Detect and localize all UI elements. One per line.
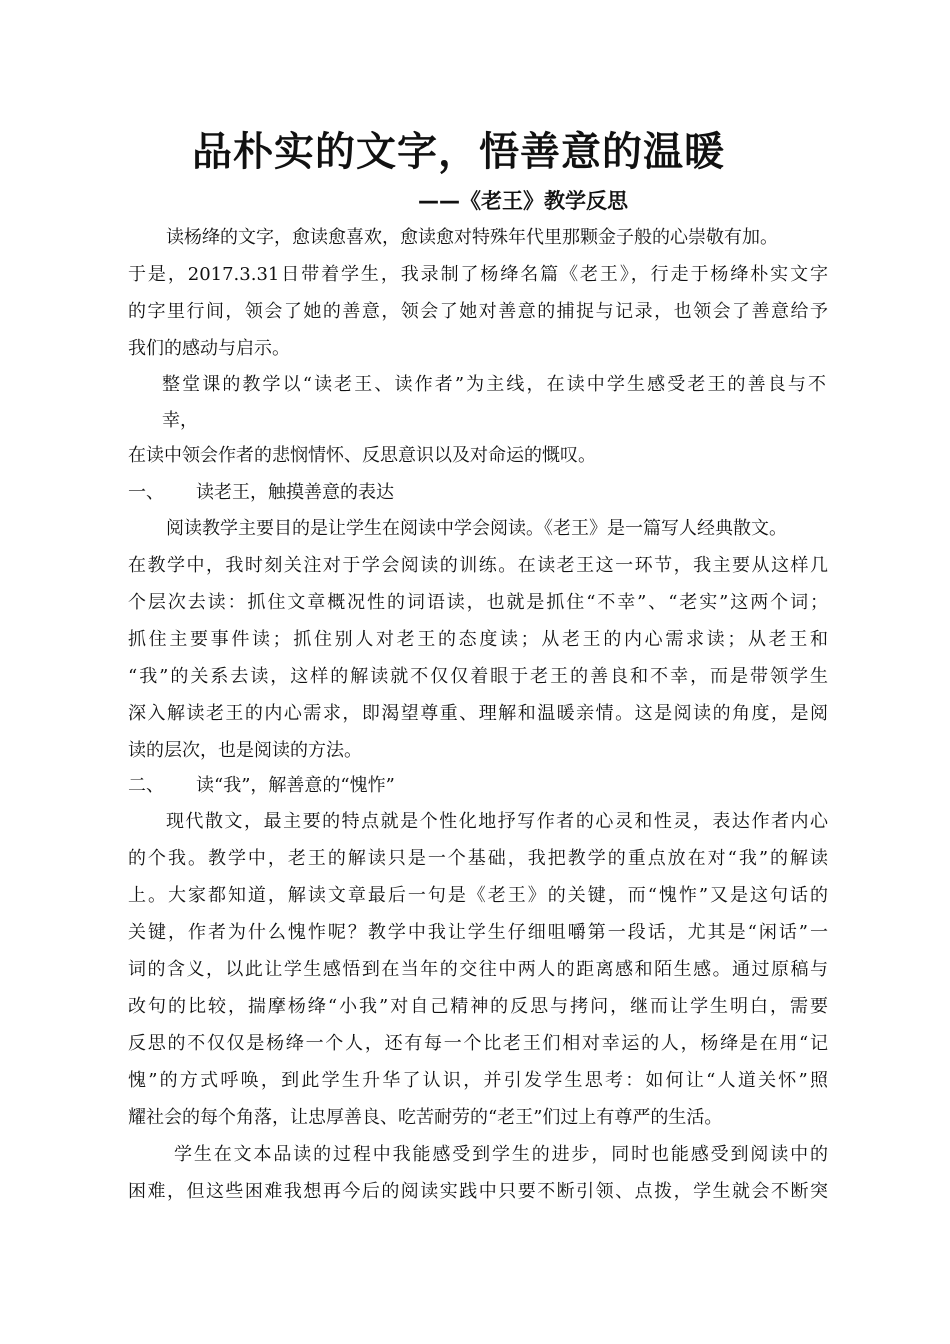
paragraph-line: 的个我。教学中，老王的解读只是一个基础，我把教学的重点放在对“我”的解读 [128,848,828,869]
paragraph-line: 在教学中，我时刻关注对于学会阅读的训练。在读老王这一环节，我主要从这样几 [128,555,828,576]
paragraph-line: 整堂课的教学以“读老王、读作者”为主线，在读中学生感受老王的善良与不 [162,374,826,395]
paragraph-line: “我”的关系去读，这样的解读就不仅仅着眼于老王的善良和不幸，而是带领学生 [128,666,828,687]
section-heading-text: 读“我”，解善意的“愧怍” [196,775,395,796]
section-heading [128,771,828,801]
section-number: 二、 [128,775,164,796]
paragraph-line: 个层次去读：抓住文章概况性的词语读，也就是抓住“不幸”、“老实”这两个词； [128,592,828,613]
paragraph-line: 深入解读老王的内心需求，即渴望尊重、理解和温暖亲情。这是阅读的角度，是阅 [128,703,828,724]
paragraph-line: 读杨绛的文字，愈读愈喜欢，愈读愈对特殊年代里那颗金子般的心崇敬有加。 [166,227,778,248]
paragraph-line: 我们的感动与启示。 [128,338,290,359]
paragraph-line: 于是，2017.3.31日带着学生，我录制了杨绛名篇《老王》，行走于杨绛朴实文字 [128,264,828,285]
paragraph-line: 读的层次，也是阅读的方法。 [128,740,362,761]
paragraph-line: 上。大家都知道，解读文章最后一句是《老王》的关键，而“愧怍”又是这句话的 [128,885,828,906]
paragraph-line: 的字里行间，领会了她的善意，领会了她对善意的捕捉与记录，也领会了善意给予 [128,301,828,322]
section-number: 一、 [128,482,164,503]
section-heading [128,478,828,508]
paragraph-line: 学生在文本品读的过程中我能感受到学生的进步，同时也能感受到阅读中的 [174,1144,828,1165]
paragraph-line: 抓住主要事件读；抓住别人对老王的态度读；从老王的内心需求读；从老王和 [128,629,828,650]
paragraph-line: 愧”的方式呼唤，到此学生升华了认识，并引发学生思考：如何让“人道关怀”照 [128,1070,828,1091]
paragraph-line: 关键，作者为什么愧怍呢？教学中我让学生仔细咀嚼第一段话，尤其是“闲话”一 [128,922,828,943]
paragraph-line: 困难，但这些困难我想再今后的阅读实践中只要不断引领、点拨，学生就会不断突 [128,1181,828,1202]
document-title: 品朴实的文字，悟善意的温暖 [192,129,725,175]
paragraph-line: 耀社会的每个角落，让忠厚善良、吃苦耐劳的“老王”们过上有尊严的生活。 [128,1107,723,1128]
paragraph-line: 在读中领会作者的悲悯情怀、反思意识以及对命运的慨叹。 [128,445,596,466]
paragraph-line: 词的含义，以此让学生感悟到在当年的交往中两人的距离感和陌生感。通过原稿与 [128,959,828,980]
document-subtitle: ——《老王》教学反思 [418,189,628,213]
paragraph-line: 阅读教学主要目的是让学生在阅读中学会阅读。《老王》是一篇写人经典散文。 [166,518,787,539]
paragraph-line: 现代散文，最主要的特点就是个性化地抒写作者的心灵和性灵，表达作者内心 [166,811,828,832]
paragraph-line: 反思的不仅仅是杨绛一个人，还有每一个比老王们相对幸运的人，杨绛是在用“记 [128,1033,828,1054]
paragraph-line: 改句的比较，揣摩杨绛“小我”对自己精神的反思与拷问，继而让学生明白，需要 [128,996,828,1017]
section-heading-text: 读老王，触摸善意的表达 [196,482,394,503]
paragraph-line: 幸， [162,410,198,431]
